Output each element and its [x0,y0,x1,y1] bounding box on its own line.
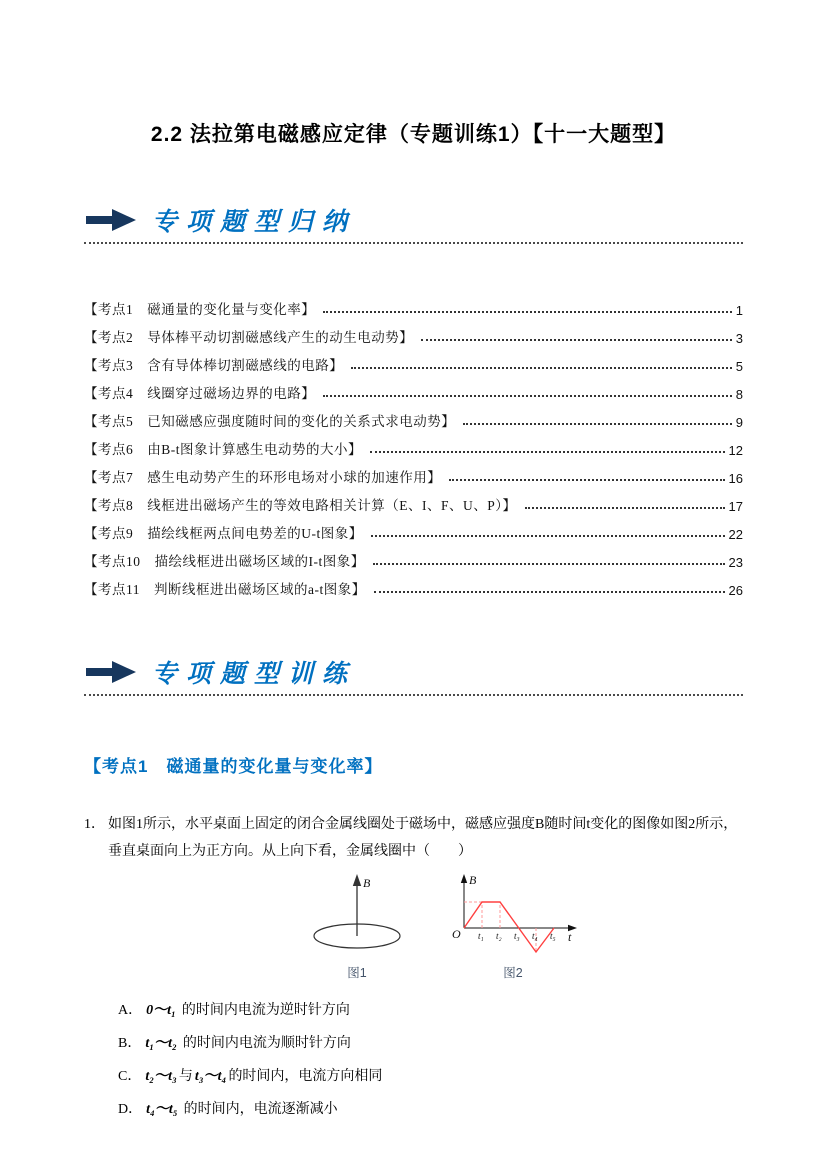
option-math: 0～t₁ [146,1003,176,1019]
toc-item-label: 【考点8 线框进出磁场产生的等效电路相关计算（E、I、F、U、P）】 [84,498,517,513]
bt-graph [444,870,582,962]
toc-item-label: 【考点7 感生电动势产生的环形电场对小球的加速作用】 [84,470,442,485]
dotted-leader [374,591,725,593]
option-text: 的时间内电流为顺时针方向 [182,1036,351,1052]
banner-summary-label: 专项题型归纳 [152,209,357,236]
toc-page-number: 12 [728,443,743,458]
tick-t5: t₅ [550,930,556,941]
fig1-b-label: B [363,875,371,890]
toc-item-9[interactable] [84,518,743,546]
table-of-contents [84,294,743,602]
option-a [118,993,743,1026]
arrow-right-icon [86,209,136,231]
option-mid: 与 [178,1069,193,1085]
toc-item-label: 【考点4 线圈穿过磁场边界的电路】 [84,386,316,401]
dotted-divider [84,242,743,244]
b-field-arrowhead [353,874,361,886]
dotted-leader [373,563,725,565]
fig2-b-label: B [469,872,477,887]
toc-item-6[interactable] [84,434,743,462]
option-text: 的时间内，电流方向相同 [228,1069,383,1085]
toc-item-3[interactable] [84,350,743,378]
dotted-leader [370,451,725,453]
tick-t3: t₃ [514,930,520,941]
option-letter: C． [118,1069,142,1085]
figure-coil [296,870,418,981]
figure1-caption: 图1 [347,965,367,980]
dotted-leader [463,423,732,425]
toc-item-5[interactable] [84,406,743,434]
toc-item-1[interactable] [84,294,743,322]
fig2-t-label: t [568,929,572,944]
banner-summary-block [84,202,743,244]
banner-training-label: 专项题型训练 [152,661,357,688]
toc-item-label: 【考点5 已知磁感应强度随时间的变化的关系式求电动势】 [84,414,456,429]
toc-item-label: 【考点6 由B-t图象计算感生电动势的大小】 [84,442,363,457]
option-math: t₃～t₄ [194,1069,227,1085]
dotted-leader [449,479,724,481]
dotted-leader [371,535,725,537]
toc-item-label: 【考点1 磁通量的变化量与变化率】 [84,302,316,317]
tick-t1: t₁ [478,930,484,941]
toc-page-number: 16 [728,471,743,486]
toc-page-number: 3 [735,331,743,346]
toc-item-2[interactable] [84,322,743,350]
option-text: 的时间内电流为逆时针方向 [181,1003,350,1019]
banner-training-block [84,654,743,696]
toc-item-11[interactable] [84,574,743,602]
option-math: t₂～t₃ [145,1069,177,1085]
tick-t2: t₂ [496,930,502,941]
option-c [118,1059,743,1092]
toc-item-4[interactable] [84,378,743,406]
toc-item-7[interactable] [84,462,743,490]
dotted-leader [421,339,732,341]
option-letter: D． [118,1102,143,1118]
option-text: 的时间内，电流逐渐减小 [183,1102,338,1118]
option-d [118,1092,743,1125]
fig2-origin-label: O [452,926,461,941]
dotted-leader [323,311,732,313]
toc-item-label: 【考点3 含有导体棒切割磁感线的电路】 [84,358,344,373]
dotted-leader [525,507,725,509]
toc-page-number: 23 [728,555,743,570]
option-letter: A． [118,1003,143,1019]
toc-page-number: 1 [735,303,743,318]
banner-training [84,654,743,690]
section-heading: 【考点1 磁通量的变化量与变化率】 [84,757,383,776]
toc-page-number: 26 [728,583,743,598]
page-title: 2.2 法拉第电磁感应定律（专题训练1）【十一大题型】 [150,123,677,146]
coil-diagram [296,870,418,962]
toc-item-label: 【考点9 描绘线框两点间电势差的U-t图象】 [84,526,363,541]
toc-item-label: 【考点10 描绘线框进出磁场区域的I-t图象】 [84,554,365,569]
option-b [118,1026,743,1059]
toc-item-10[interactable] [84,546,743,574]
dotted-divider [84,694,743,696]
dotted-leader [323,395,732,397]
option-letter: B． [118,1036,142,1052]
toc-item-label: 【考点11 判断线框进出磁场区域的a-t图象】 [84,582,366,597]
toc-page-number: 5 [735,359,743,374]
option-math: t₁～t₂ [145,1036,177,1052]
question-text: 如图1所示，水平桌面上固定的闭合金属线圈处于磁场中，磁感应强度B随时间t变化的图像如图2所示，垂直桌面向上为正方向。从上向下看，金属线圈中（ ） [108,817,738,860]
question-figures [296,870,743,981]
question-1 [84,811,743,866]
toc-page-number: 8 [735,387,743,402]
question-options [118,993,743,1125]
toc-page-number: 9 [735,415,743,430]
toc-item-8[interactable] [84,490,743,518]
tick-t4: t₄ [532,930,538,941]
toc-page-number: 22 [728,527,743,542]
option-math: t₄～t₅ [146,1102,178,1118]
bt-curve [464,902,554,952]
figure-bt-graph [444,870,582,981]
figure2-caption: 图2 [503,965,523,980]
question-number: 1． [84,817,105,832]
toc-item-label: 【考点2 导体棒平动切割磁感线产生的动生电动势】 [84,330,414,345]
toc-page-number: 17 [728,499,743,514]
dotted-leader [351,367,732,369]
banner-summary [84,202,743,238]
arrow-right-icon [86,661,136,683]
y-axis-arrowhead [461,874,467,883]
